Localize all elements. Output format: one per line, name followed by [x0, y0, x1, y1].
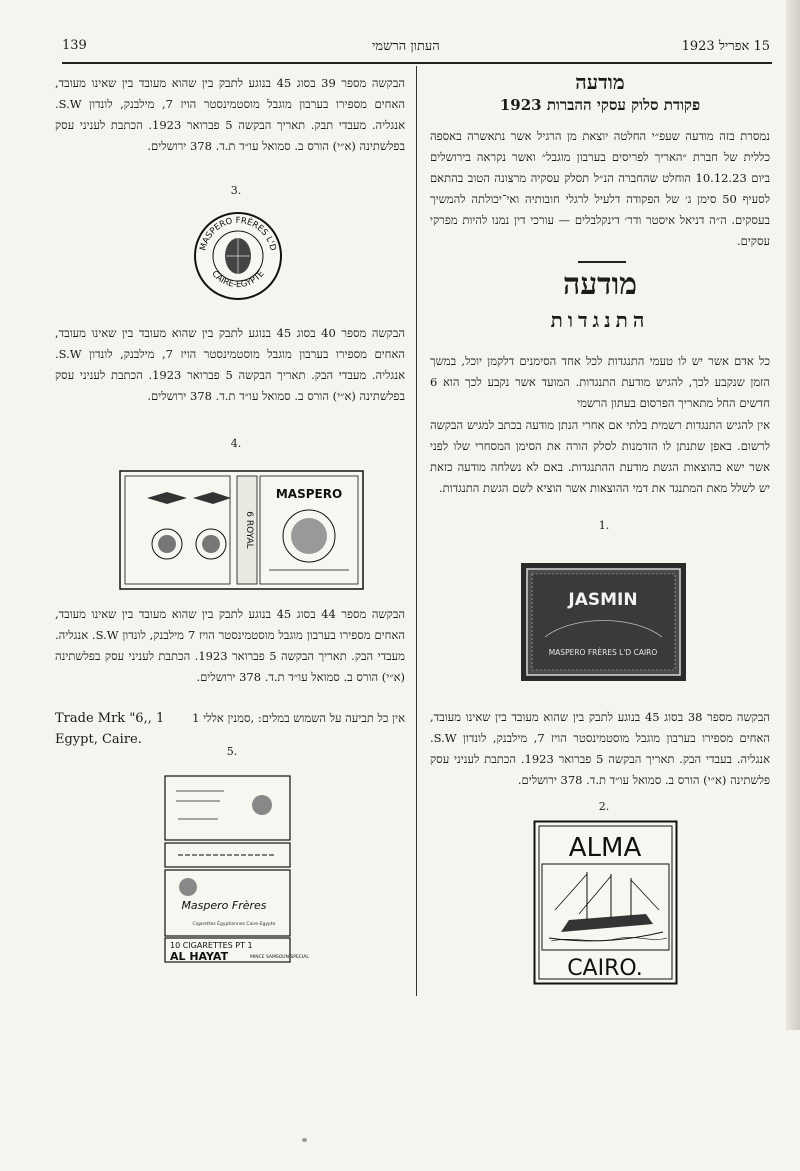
- al-hayat-small-text: Cigarettes Égyptiennes Caire-Egypte: [192, 922, 276, 927]
- alma-label-bottom: CAIRO.: [567, 956, 643, 981]
- paper-speck: [302, 1138, 307, 1142]
- seal-bottom-text: CAIRE-EGYPTE: [209, 268, 267, 291]
- al-hayat-script: Maspero Frères: [181, 899, 267, 912]
- application-40: הבקשה מספר 40 בסוג 45 בנוגע לתבק בין שהוא מעובד בין שאינו מעובד, האחים מספירו בערבון מוגבל מוסטמינסטר הויז 7, מילבנק, לונדון S.W. אנגליה. מעבדי הבק. תאריך הבקשה 5 פברואר 1923. הכתבת לעניני עסק בפלשתינה (א״י) הורס ב. סמואל עו״ד ת.ד. 378 ירושלים.: [55, 326, 405, 403]
- jasmin-label-name: JASMIN: [568, 590, 638, 610]
- mark3-number: 3.: [230, 184, 242, 197]
- newspaper-name: העתון הרשמי: [372, 39, 440, 54]
- trademark-note-hebrew: אין כל תביעה על השמוש במלים: ,סמנין אללי 1: [192, 711, 405, 725]
- column-rule: [416, 66, 417, 996]
- notice-divider: [578, 261, 626, 263]
- notice2-body-1: כל אדם אשר יש לו טעמי התנגדות לכל אחד הסימנים דלקמן יוכל, במשך הזמן שנקבע לכך, להגיש מודעת התנגדות. המועד אשר נקבע לכך הוא 6 חדשים החל מתאריך הפרסום בעתון הרשמי: [430, 354, 770, 410]
- issue-date: 15 אפריל 1923: [681, 39, 770, 54]
- alma-label-top: ALMA: [568, 833, 642, 863]
- application-44: הבקשה מספר 44 בסוג 45 בנוגע לתבק בין שהוא מעובד בין שאינו מעובד, האחים מספירו בערבון מוגבל מוסטמינסטר הויז 7 מילבנק, לונדון S.W. אנגליה. מעבדי הבק. תאריך הבקשה 5 פברואר 1923. הכתבת לעניני עסק בפלשתינה (א״י) הורס ב. סמואל עו״ד ת.ד. 378 ירושלים.: [55, 607, 405, 684]
- maspero-box-trademark-label: [119, 470, 364, 590]
- notice2-heading: מודעה: [562, 267, 638, 302]
- page-number: 139: [62, 38, 87, 53]
- notice2-subheading: התנגדות: [550, 308, 650, 332]
- box-side-text: 6 ROYAL: [244, 511, 254, 549]
- page-header: [62, 38, 770, 58]
- page-edge-shadow: [786, 0, 800, 1030]
- trademark-note-place: Egypt, Caire.: [55, 732, 142, 747]
- application-39: הבקשה מספר 39 בסוג 45 בנוגע לתבק בין שהוא מעובד בין שאינו מעובד, האחים מספירו בערבון מוגבל מוסטמינסטר הויז 7, מילבנק, לונדון S.W. אנגליה. מעבדי תבק. תאריך הבקשה 5 פברואר 1923. הכתבת לעניני עסק בפלשתינה (א״י) הורס ב. סמואל עו״ד ת.ד. 378 ירושלים.: [55, 76, 405, 153]
- mark5-number: 5.: [226, 745, 238, 758]
- seal-top-text: MASPERO FRÈRES L'D: [198, 215, 278, 252]
- jasmin-label-sub: MASPERO FRÈRES L'D CAIRO: [548, 648, 658, 657]
- al-hayat-count: 10 CIGARETTES PT 1: [170, 941, 253, 950]
- jasmin-trademark-label: [521, 563, 686, 681]
- maspero-seal-trademark: [193, 209, 283, 303]
- notice2-body-2: אין להגיש התנגדות רשמית בלתי אם אחרי הנתן מודעה בכתב למגיש הבקשה לרשום. באפן שתנתן לו הזדמנות לסלק הורה את הסימן המסחרי שלו לפני אשר ישא בהוצאות הגשת מודעת ההתנגדות. באם לא נשלחה מודעה כזאת יש לשלל מאת המתנגד את דמי ההוצאות אשר הוציא לשם הגשת התנגדות.: [430, 418, 770, 495]
- al-hayat-trademark-label: [164, 775, 309, 963]
- mark1-number: 1.: [598, 519, 610, 532]
- trademark-note-latin: Trade Mrk "6,, 1: [55, 711, 165, 726]
- alma-cairo-trademark-label: [533, 820, 678, 985]
- al-hayat-name: AL HAYAT: [170, 950, 229, 963]
- mark2-number: 2.: [598, 800, 610, 813]
- trademark-note-line: [55, 708, 405, 729]
- notice1-subheading: פקודת סלוק עסקי ההברות 1923: [499, 96, 701, 114]
- notice1-body: נמסרת בזה מודעה שעפ״י החלטה יוצאת מן הרגיל אשר נתאשרה באספה כללית של חברת ״האריך לפריסים בערבון מוגבל״ ואשר נקראה בירושלים ביום 10.12.23 הוחלט שהחברה הנ״ל תסלק עסקיה מרצונה הטוב בהתאם לסעיף 50 סימן ג׳ של הפקודה דלעיל לרגלי חובותיה ואי־יכולתה להמשיך בעסקים. ה״ה דניאל איסטר ודר׳ דינקלבלים — עורכי דין נמנו להיות מפרקי עסקים.: [430, 129, 771, 248]
- al-hayat-small-bottom: MINCE SAMSOUN SPECIAL: [250, 955, 309, 960]
- mark4-number: 4.: [230, 437, 242, 450]
- header-rule: [62, 62, 772, 64]
- box-label-name: MASPERO: [275, 487, 343, 501]
- application-38: הבקשה מספר 38 בסוג 45 בנוגע לתבק בין שהוא מעובד בין שאינו מעובד, האחים מספירו בערבון מוגבל מוסטמינסטר הויז 7, מילבנק, לונדון S.W. אנגליה. בעבדי הבק. תאריך הבקשה 5 פברואר 1923. הכתבת לעניני עסק פלשתינה (א״י) הורס ב. סמואל עו״ד ת.ד. 378 ירושלים.: [430, 710, 771, 787]
- notice1-heading: מודעה: [575, 70, 625, 94]
